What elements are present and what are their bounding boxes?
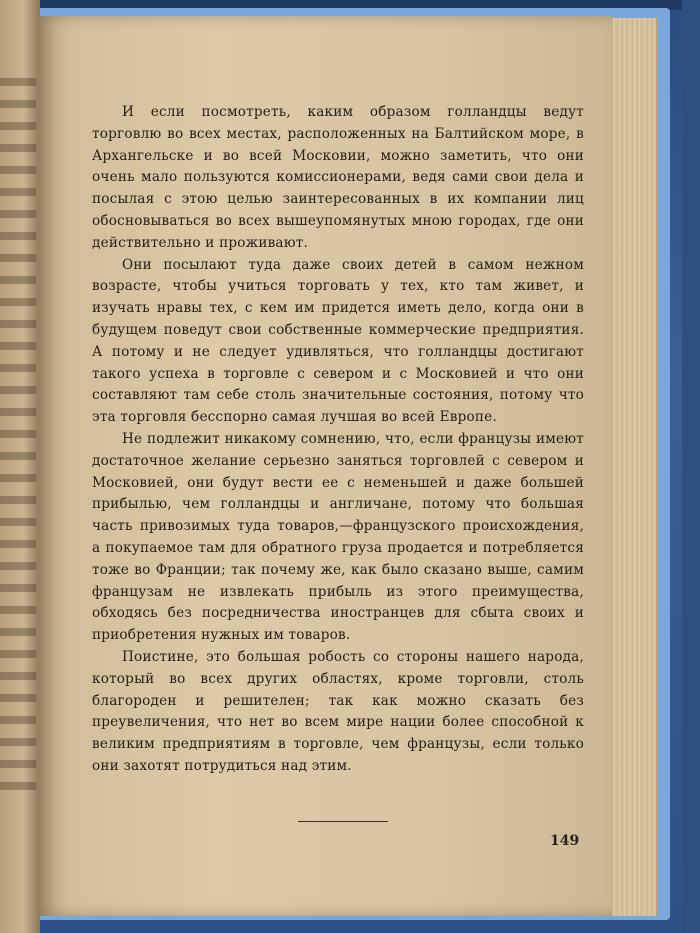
right-edge bbox=[682, 0, 700, 933]
paragraph-1: И если посмотреть, каким образом голландцы ведут торговлю во всех местах, расположенных на Балтийском море, в Архангельске и во всей Московии, можно заметить, что они очень мало пользуются комиссионерами, ведя сами свои дела и посылая с этою целью заинтересованных в их компании лиц обосновываться во всех вышеупомянутых мною городах, где они действительно и проживают. bbox=[92, 104, 584, 251]
section-divider bbox=[298, 821, 388, 822]
left-page-sliver bbox=[0, 0, 40, 933]
body-text bbox=[92, 102, 584, 778]
paragraph-3: Не подлежит никакому сомнению, что, если французы имеют достаточное желание серьезно заняться торговлей с севером и Московией, они будут вести ее с неменьшей и даже большей прибылью, чем голландцы и англичане, потому что большая часть привозимых туда товаров,—французского происхождения, а покупаемое там для обратного груза продается и потребляется тоже во Франции; так почему же, как было сказано выше, самим французам не извлекать прибыль из этого преимущества, обходясь без посредничества иностранцев для сбыта своих и приобретения нужных им товаров. bbox=[92, 430, 584, 644]
paragraph-2: Они посылают туда даже своих детей в самом нежном возрасте, чтобы учиться торговать у тех, кто там живет, и изучать нравы тех, с кем им придется иметь дело, когда они в будущем поведут свои собственные коммерческие предприятия. А потому и не следует удивляться, что голландцы достигают такого успеха в торговле с севером и с Московией и что они составляют там себе столь значительные состояния, потому что эта торговля бесспорно самая лучшая во всей Европе. bbox=[92, 256, 584, 426]
book-page bbox=[38, 16, 612, 916]
paragraph-4: Поистине, это большая робость со стороны нашего народа, который во всех других областях, кроме торговли, столь благороден и решителен; так как можно сказать без преувеличения, что нет во всем мире нации более способной к великим предприятиям в торговле, чем французы, если только они захотят потрудиться над этим. bbox=[92, 648, 584, 774]
page-edges bbox=[606, 18, 658, 916]
page-number: 149 bbox=[550, 833, 580, 849]
